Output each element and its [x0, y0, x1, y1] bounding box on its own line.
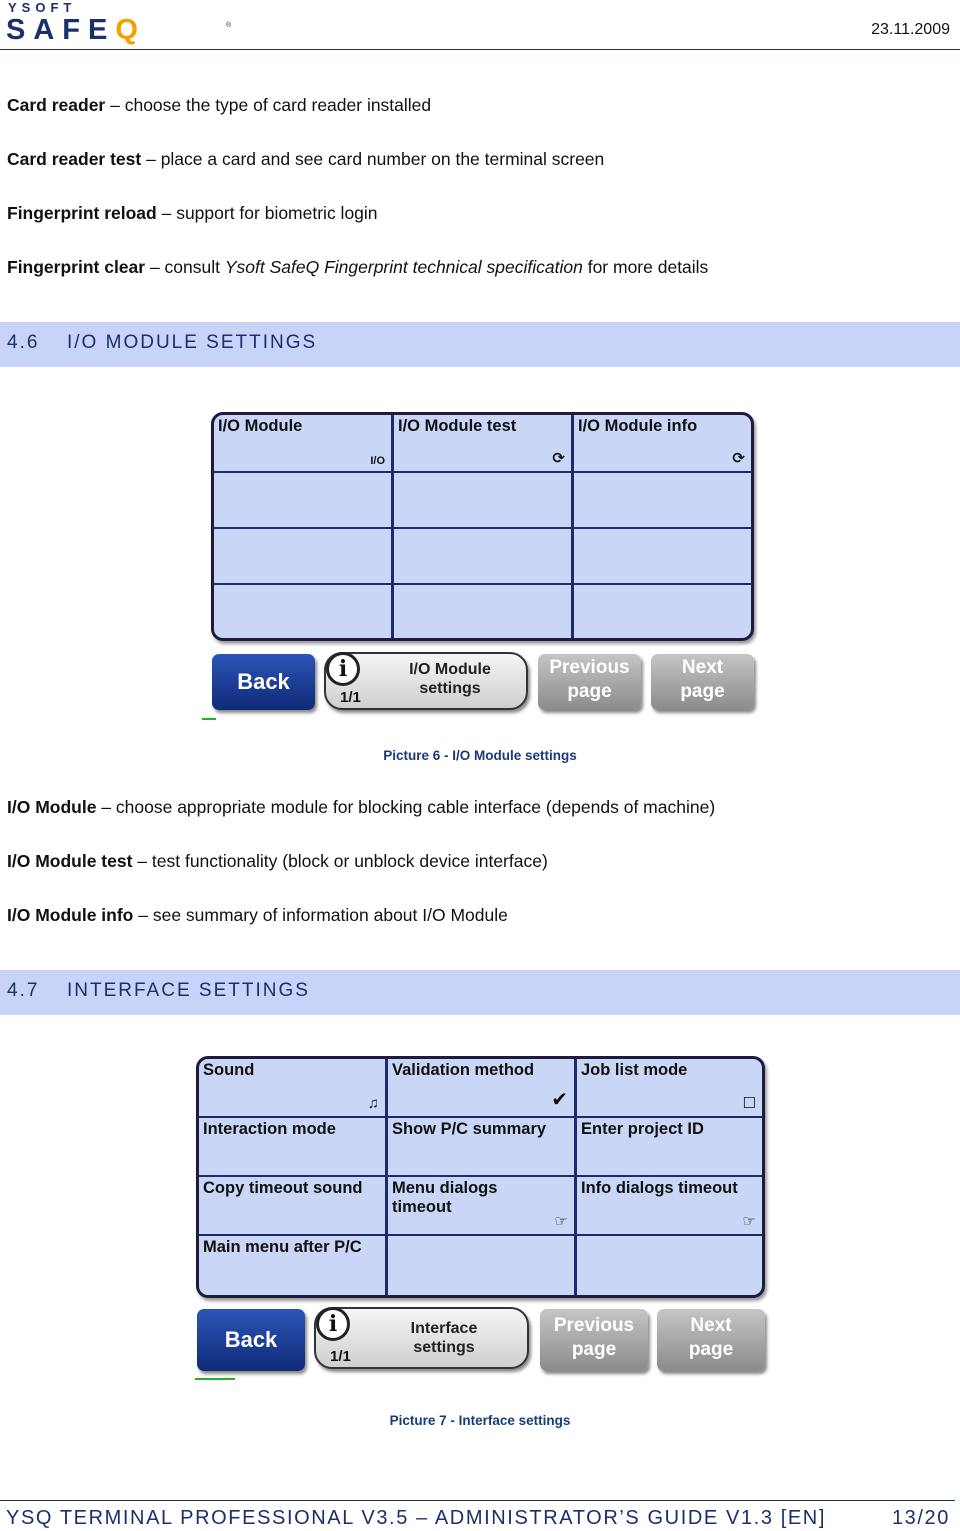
page-indicator: 1/1: [340, 689, 361, 706]
cursor-mark: [202, 718, 216, 720]
io-module-screen: [211, 412, 754, 641]
cell-label: Sound: [203, 1061, 255, 1079]
interaction-mode-cell[interactable]: [199, 1118, 388, 1177]
logo-q-text: Q: [115, 14, 146, 46]
cell-label: Validation method: [392, 1061, 535, 1079]
section-title: I/O MODULE SETTINGS: [67, 332, 318, 353]
show-pc-summary-cell[interactable]: [388, 1118, 577, 1177]
cell-label: Info dialogs timeout: [581, 1179, 738, 1197]
definition-fingerprint-clear: [7, 256, 708, 278]
io-icon: I/O: [370, 455, 385, 467]
term: Card reader test: [7, 149, 142, 169]
term: Card reader: [7, 95, 106, 115]
term: I/O Module info: [7, 905, 134, 925]
picture-7-caption: Picture 7 - Interface settings: [389, 1413, 571, 1428]
description: – support for biometric login: [156, 203, 378, 223]
logo-ysoft: YSOFT: [8, 0, 77, 15]
page-indicator: 1/1: [330, 1348, 351, 1365]
empty-cell: [214, 473, 394, 529]
previous-page-button[interactable]: Previous page: [538, 654, 641, 710]
description: for more details: [582, 257, 709, 277]
empty-cell: [214, 529, 394, 585]
term: I/O Module: [7, 797, 97, 817]
main-menu-after-pc-cell[interactable]: [199, 1236, 388, 1295]
section-number: 4.6: [7, 332, 40, 353]
document-date: 23.11.2009: [871, 21, 950, 38]
definition-card-reader: [7, 94, 431, 116]
info-icon: i: [326, 652, 360, 686]
term: I/O Module test: [7, 851, 133, 871]
cell-label: Main menu after P/C: [203, 1238, 362, 1256]
picture-6-caption: Picture 6 - I/O Module settings: [383, 748, 577, 763]
description: – see summary of information about I/O Module: [133, 905, 508, 925]
description: – consult: [145, 257, 225, 277]
definition-io-module-test: [7, 850, 548, 872]
empty-cell: [574, 585, 751, 638]
checkmark-icon: ✔: [551, 1089, 568, 1111]
action-icon: ⟳: [732, 450, 745, 467]
info-dialogs-timeout-cell[interactable]: [577, 1177, 762, 1236]
back-button[interactable]: Back: [212, 654, 315, 710]
cell-label: Enter project ID: [581, 1120, 704, 1138]
enter-project-id-cell[interactable]: [577, 1118, 762, 1177]
registered-mark: ®: [226, 22, 232, 29]
term: Fingerprint clear: [7, 257, 146, 277]
empty-cell: [574, 473, 751, 529]
info-button[interactable]: [324, 652, 528, 710]
empty-cell: [577, 1236, 762, 1295]
cell-label: Interaction mode: [203, 1120, 336, 1138]
menu-dialogs-timeout-cell[interactable]: [388, 1177, 577, 1236]
io-module-test-cell[interactable]: [394, 415, 574, 473]
term: Fingerprint reload: [7, 203, 157, 223]
info-icon: i: [316, 1307, 350, 1341]
next-page-button[interactable]: Next page: [651, 654, 754, 710]
interface-screen: [196, 1056, 765, 1298]
cell-label: I/O Module info: [578, 417, 698, 435]
section-title: INTERFACE SETTINGS: [67, 980, 310, 1001]
io-module-info-cell[interactable]: [574, 415, 751, 473]
empty-cell: [394, 585, 574, 638]
cell-label: I/O Module: [218, 417, 303, 435]
document-reference: Ysoft SafeQ Fingerprint technical specification: [224, 257, 583, 277]
cursor-mark: [195, 1378, 235, 1380]
definition-card-reader-test: [7, 148, 604, 170]
empty-cell: [214, 585, 394, 638]
action-icon: ⟳: [552, 450, 565, 467]
footer-divider: [0, 1500, 955, 1501]
logo-safeq: [6, 14, 146, 46]
empty-cell: [394, 473, 574, 529]
logo-safe-text: SAFE: [6, 14, 116, 46]
empty-cell: [394, 529, 574, 585]
cell-label: Menu dialogs timeout: [392, 1179, 498, 1216]
job-list-mode-cell[interactable]: [577, 1059, 762, 1118]
pointer-icon: ☞: [742, 1213, 756, 1230]
section-number: 4.7: [7, 980, 40, 1001]
info-button[interactable]: [314, 1307, 529, 1369]
empty-cell: [574, 529, 751, 585]
description: – choose the type of card reader installed: [105, 95, 432, 115]
footer-title: YSQ TERMINAL PROFESSIONAL V3.5 – ADMINISTRATOR’S GUIDE V1.3 [EN]: [6, 1507, 826, 1529]
sound-cell[interactable]: [199, 1059, 388, 1118]
cell-label: Show P/C summary: [392, 1120, 547, 1138]
list-mode-icon: ☐: [742, 1095, 756, 1112]
page-number: 13/20: [891, 1507, 950, 1529]
music-notes-icon: ♫: [367, 1095, 379, 1112]
section-heading-io-module: [0, 322, 960, 367]
header-divider: [0, 49, 960, 50]
screen-title: Interface settings: [410, 1320, 478, 1356]
cell-label: Job list mode: [581, 1061, 688, 1079]
description: – place a card and see card number on the terminal screen: [141, 149, 605, 169]
next-page-button[interactable]: Next page: [657, 1309, 765, 1371]
copy-timeout-sound-cell[interactable]: [199, 1177, 388, 1236]
previous-page-button[interactable]: Previous page: [540, 1309, 648, 1371]
description: – test functionality (block or unblock device interface): [132, 851, 548, 871]
io-module-cell[interactable]: [214, 415, 394, 473]
section-heading-interface: [0, 970, 960, 1015]
description: – choose appropriate module for blocking cable interface (depends of machine): [96, 797, 716, 817]
definition-io-module-info: [7, 904, 508, 926]
back-button[interactable]: Back: [197, 1309, 305, 1371]
cell-label: Copy timeout sound: [203, 1179, 363, 1197]
cell-label: I/O Module test: [398, 417, 517, 435]
empty-cell: [388, 1236, 577, 1295]
validation-method-cell[interactable]: [388, 1059, 577, 1118]
definition-fingerprint-reload: [7, 202, 378, 224]
screen-title: I/O Module settings: [409, 661, 491, 697]
definition-io-module: [7, 796, 715, 818]
pointer-icon: ☞: [554, 1213, 568, 1230]
